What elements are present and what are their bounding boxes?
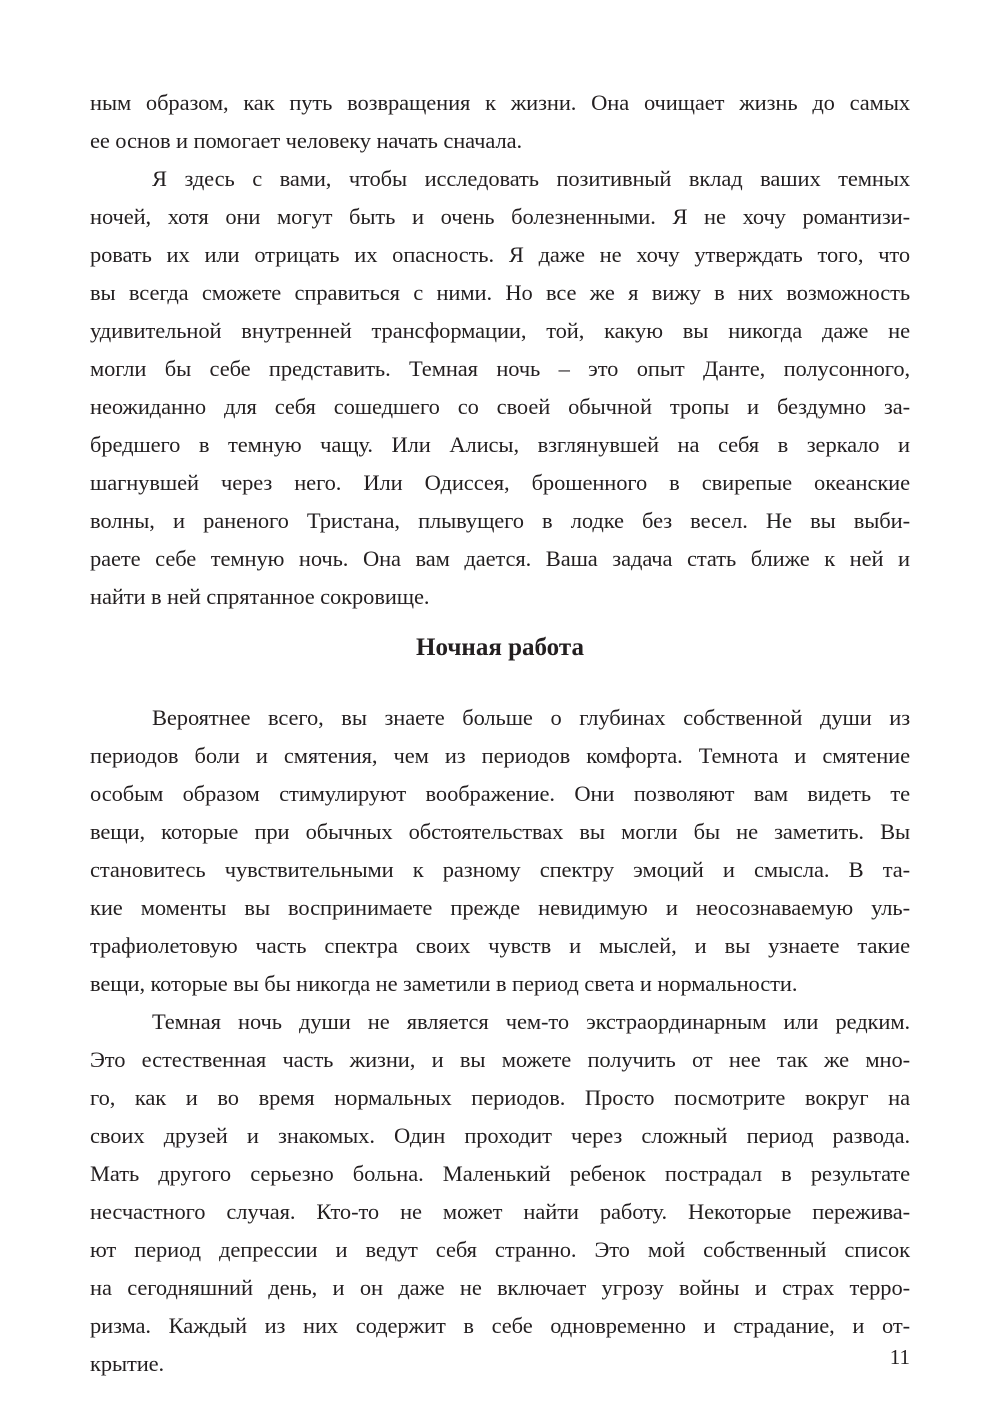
paragraph-line: на сегодняшний день, и он даже не включает угрозу войны и страх терро- xyxy=(90,1275,910,1300)
paragraph-line: ночей, хотя они могут быть и очень болезненными. Я не хочу романтизи- xyxy=(90,204,910,229)
text-block-after-heading xyxy=(90,699,910,1383)
paragraph-line: особым образом стимулируют воображение. Они позволяют вам видеть те xyxy=(90,781,910,806)
paragraph-line: найти в ней спрятанное сокровище. xyxy=(90,584,430,609)
paragraph-line: периодов боли и смятения, чем из периодов комфорта. Темнота и смятение xyxy=(90,743,910,768)
paragraph-line: удивительной внутренней трансформации, той, какую вы никогда даже не xyxy=(90,318,910,343)
paragraph-line: Темная ночь души не является чем-то экстраординарным или редким. xyxy=(152,1009,910,1034)
paragraph-line: вещи, которые при обычных обстоятельствах вы могли бы не заметить. Вы xyxy=(90,819,910,844)
paragraph-line: Мать другого серьезно больна. Маленький ребенок пострадал в результате xyxy=(90,1161,910,1186)
paragraph-line: шагнувшей через него. Или Одиссея, брошенного в свирепые океанские xyxy=(90,470,910,495)
paragraph-line: вы всегда сможете справиться с ними. Но все же я вижу в них возможность xyxy=(90,280,910,305)
paragraph-line: раете себе темную ночь. Она вам дается. Ваша задача стать ближе к ней и xyxy=(90,546,910,571)
paragraph-line: своих друзей и знакомых. Один проходит через сложный период развода. xyxy=(90,1123,910,1148)
paragraph-line: го, как и во время нормальных периодов. Просто посмотрите вокруг на xyxy=(90,1085,910,1110)
paragraph-line: трафиолетовую часть спектра своих чувств и мыслей, и вы узнаете такие xyxy=(90,933,910,958)
paragraph-line: бредшего в темную чащу. Или Алисы, взглянувшей на себя в зеркало и xyxy=(90,432,910,457)
paragraph-line: несчастного случая. Кто-то не может найти работу. Некоторые пережива- xyxy=(90,1199,910,1224)
text-block-before-heading xyxy=(90,84,910,616)
paragraph-line: крытие. xyxy=(90,1351,165,1376)
paragraph-line: вещи, которые вы бы никогда не заметили в период света и нормальности. xyxy=(90,971,798,996)
paragraph-line: волны, и раненого Тристана, плывущего в лодке без весел. Не вы выби- xyxy=(90,508,910,533)
paragraph-line: Это естественная часть жизни, и вы можете получить от нее так же мно- xyxy=(90,1047,910,1072)
paragraph-line: Я здесь с вами, чтобы исследовать позитивный вклад ваших темных xyxy=(152,166,910,191)
paragraph-line: Вероятнее всего, вы знаете больше о глубинах собственной души из xyxy=(152,705,910,730)
paragraph-line: ют период депрессии и ведут себя странно. Это мой собственный список xyxy=(90,1237,910,1262)
section-heading: Ночная работа xyxy=(416,634,584,661)
paragraph-line: кие моменты вы воспринимаете прежде невидимую и неосознаваемую уль- xyxy=(90,895,910,920)
paragraph-line: ее основ и помогает человеку начать сначала. xyxy=(90,128,522,153)
paragraph-line: ным образом, как путь возвращения к жизни. Она очищает жизнь до самых xyxy=(90,90,910,115)
paragraph-line: неожиданно для себя сошедшего со своей обычной тропы и бездумно за- xyxy=(90,394,910,419)
page-number: 11 xyxy=(889,1345,910,1369)
paragraph-line: ризма. Каждый из них содержит в себе одновременно и страдание, и от- xyxy=(90,1313,910,1338)
paragraph-line: могли бы себе представить. Темная ночь – это опыт Данте, полусонного, xyxy=(90,356,910,381)
paragraph-line: ровать их или отрицать их опасность. Я даже не хочу утверждать того, что xyxy=(90,242,910,267)
paragraph-line: становитесь чувствительными к разному спектру эмоций и смысла. В та- xyxy=(90,857,910,882)
